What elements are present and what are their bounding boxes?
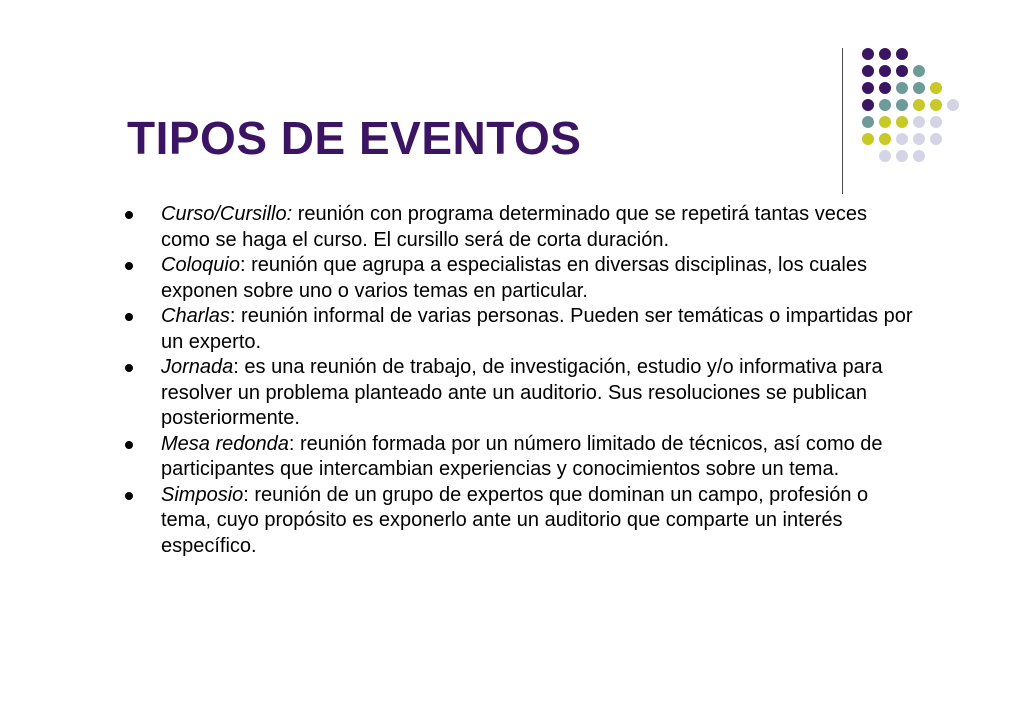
decorative-dot xyxy=(913,82,925,94)
bullet-item-curso xyxy=(125,202,915,253)
bullet-dot-icon xyxy=(125,492,133,500)
decorative-dot xyxy=(896,133,908,145)
bullet-dot-icon xyxy=(125,262,133,270)
bullet-text: : reunión que agrupa a especialistas en diversas disciplinas, los cuales exponen sobre uno o varios temas en particular. xyxy=(161,254,867,302)
decorative-dot xyxy=(947,99,959,111)
decorative-dot xyxy=(879,82,891,94)
bullet-term: Charlas xyxy=(161,305,230,327)
bullet-list xyxy=(125,202,915,559)
bullet-dot-icon xyxy=(125,364,133,372)
bullet-item-coloquio xyxy=(125,253,915,304)
bullet-text: reunión con programa determinado que se repetirá tantas veces como se haga el curso. El cursillo será de corta duración. xyxy=(161,203,867,251)
bullet-item-jornada xyxy=(125,355,915,432)
decorative-dot xyxy=(862,48,874,60)
decorative-dot xyxy=(879,99,891,111)
decorative-dot xyxy=(879,150,891,162)
decorative-dot xyxy=(913,133,925,145)
decorative-dot xyxy=(862,133,874,145)
decorative-dot xyxy=(896,99,908,111)
decorative-dot xyxy=(896,65,908,77)
decorative-dot xyxy=(896,116,908,128)
bullet-term: Curso/Cursillo: xyxy=(161,203,293,225)
bullet-term: Mesa redonda xyxy=(161,432,289,455)
decorative-dot xyxy=(862,116,874,128)
decorative-dot xyxy=(913,116,925,128)
slide-title: TIPOS DE EVENTOS xyxy=(127,112,582,164)
decorative-dot xyxy=(896,150,908,162)
decorative-dot xyxy=(913,150,925,162)
decorative-dot xyxy=(862,65,874,77)
decorative-dot xyxy=(930,99,942,111)
bullet-dot-icon xyxy=(125,441,133,449)
bullet-item-simposio xyxy=(125,483,915,560)
bullet-text: : reunión formada por un número limitado de técnicos, así como de participantes que intercambian experiencias y conocimientos sobre un tema. xyxy=(161,432,883,480)
decorative-dot xyxy=(930,82,942,94)
bullet-item-charlas xyxy=(125,304,915,355)
decorative-dot xyxy=(879,48,891,60)
decorative-dot xyxy=(879,65,891,77)
bullet-term: Jornada xyxy=(161,356,234,378)
decorative-dot xyxy=(862,82,874,94)
decorative-dot xyxy=(913,99,925,111)
bullet-text: : es una reunión de trabajo, de investigación, estudio y/o informativa para resolver un problema planteado ante un auditorio. Sus resoluciones se publican posteriormente. xyxy=(161,356,883,429)
bullet-text: : reunión de un grupo de expertos que dominan un campo, profesión o tema, cuyo propósito es exponerlo ante un auditorio que comparte un interés específico. xyxy=(161,483,869,557)
decorative-dot xyxy=(879,116,891,128)
decorative-dot xyxy=(913,65,925,77)
decorative-dot xyxy=(896,82,908,94)
decorative-dot xyxy=(879,133,891,145)
bullet-text: : reunión informal de varias personas. Pueden ser temáticas o impartidas por un experto. xyxy=(161,305,913,353)
decorative-dot xyxy=(896,48,908,60)
vertical-divider xyxy=(842,48,843,194)
decorative-dot xyxy=(930,116,942,128)
decorative-dot xyxy=(862,99,874,111)
bullet-dot-icon xyxy=(125,211,133,219)
bullet-item-mesa-redonda xyxy=(125,432,915,483)
decorative-dot xyxy=(930,133,942,145)
bullet-dot-icon xyxy=(125,313,133,321)
bullet-term: Coloquio xyxy=(161,254,240,276)
bullet-term: Simposio xyxy=(161,483,244,506)
